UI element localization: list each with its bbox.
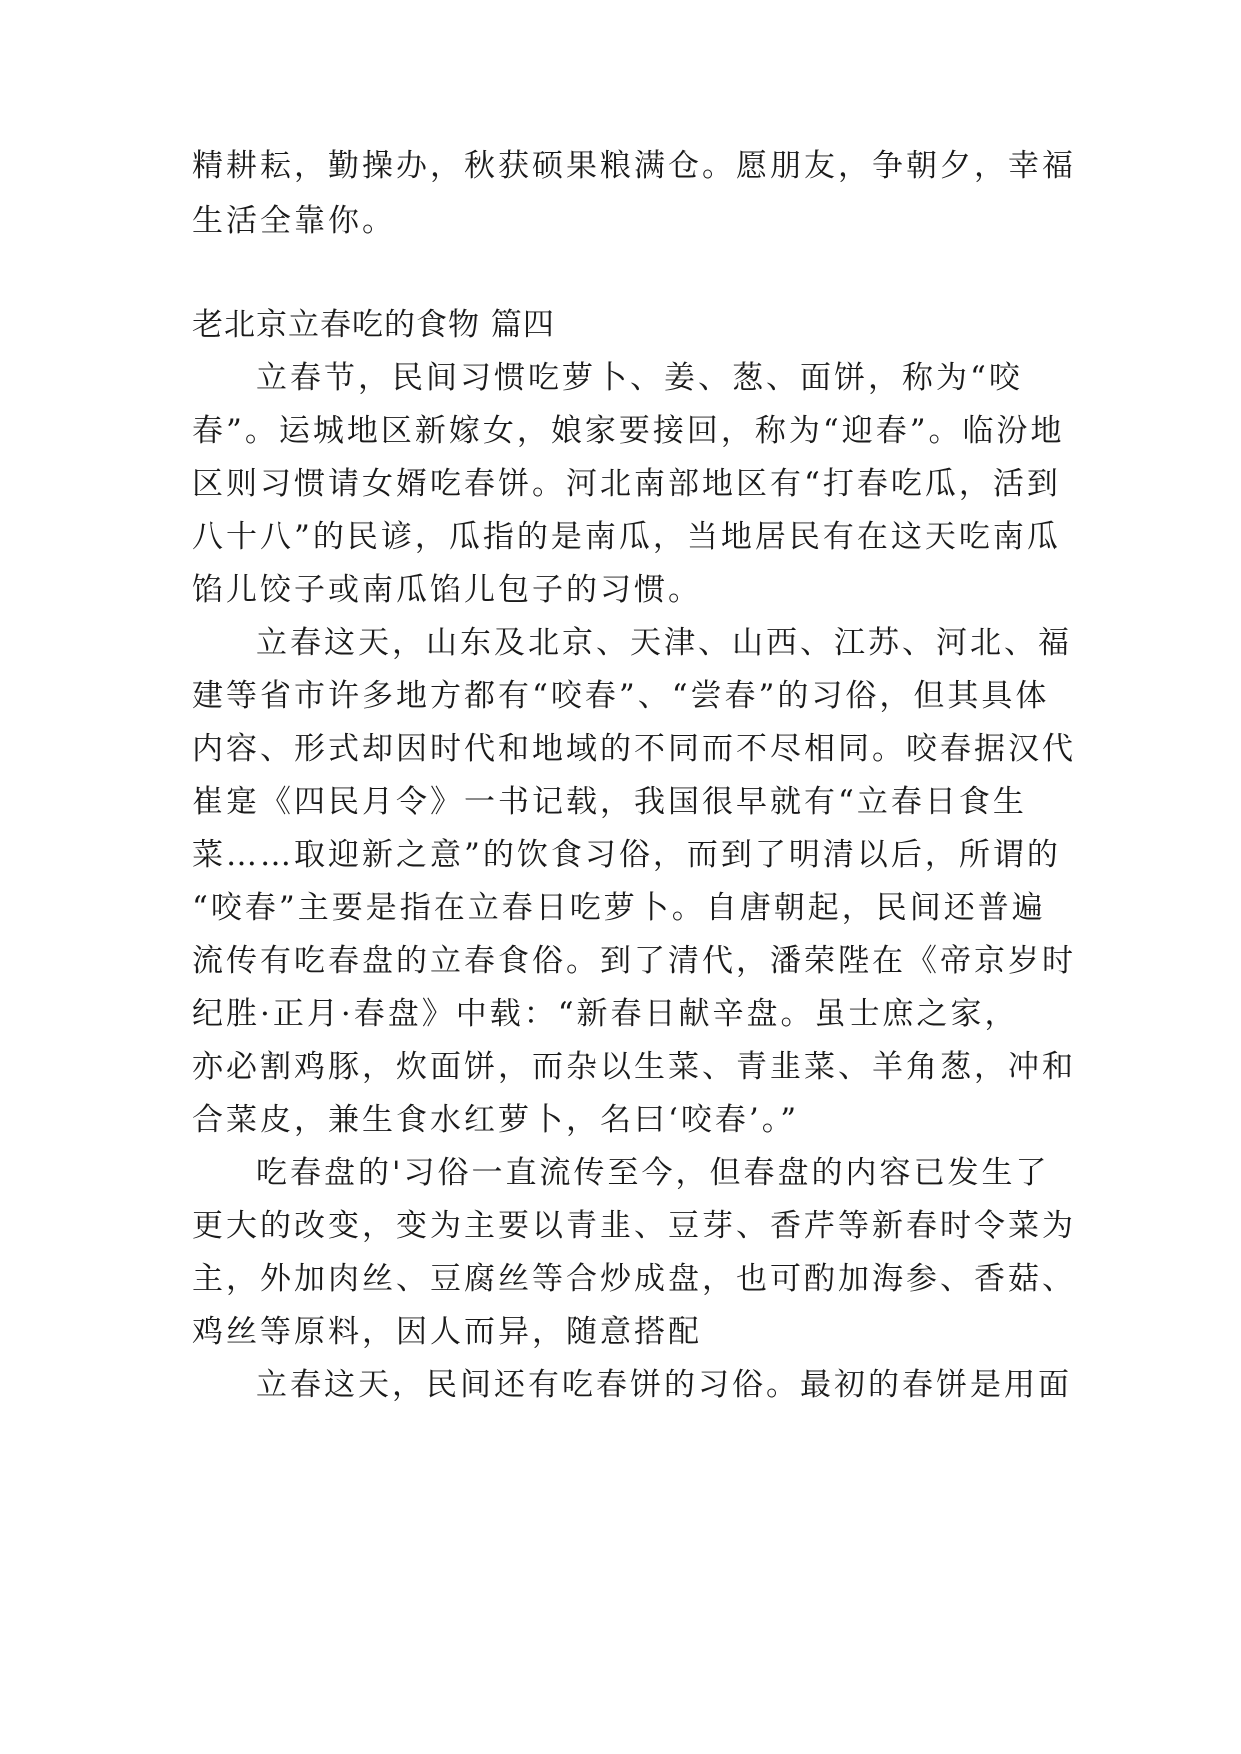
paragraph-line: 崔寔《四民月令》一书记载，我国很早就有“立春日食生 <box>192 784 1027 820</box>
paragraph-line: 内容、形式却因时代和地域的不同而不尽相同。咬春据汉代 <box>192 731 1076 767</box>
paragraph-line: 合菜皮，兼生食水红萝卜，名曰‘咬春’。” <box>192 1102 800 1138</box>
paragraph-line: 纪胜·正月·春盘》中载：“新春日献辛盘。虽士庶之家， <box>192 996 1019 1032</box>
paragraph-line: 馅儿饺子或南瓜馅儿包子的习惯。 <box>192 572 702 608</box>
paragraph-line: “咬春”主要是指在立春日吃萝卜。自唐朝起，民间还普遍 <box>192 890 1046 926</box>
paragraph-line: 亦必割鸡豚，炊面饼，而杂以生菜、青韭菜、羊角葱，冲和 <box>192 1049 1076 1085</box>
paragraph-line: 区则习惯请女婿吃春饼。河北南部地区有“打春吃瓜，活到 <box>192 466 1061 502</box>
paragraph-line: 春”。运城地区新嫁女，娘家要接回，称为“迎春”。临汾地 <box>192 413 1065 449</box>
paragraph-line: 鸡丝等原料，因人而异，随意搭配 <box>192 1314 702 1350</box>
paragraph-line: 立春节，民间习惯吃萝卜、姜、葱、面饼，称为“咬 <box>256 360 1023 396</box>
paragraph-line: 立春这天，山东及北京、天津、山西、江苏、河北、福 <box>256 625 1072 661</box>
intro-line: 精耕耘，勤操办，秋获硕果粮满仓。愿朋友，争朝夕，幸福 <box>192 148 1076 184</box>
paragraph-line: 立春这天，民间还有吃春饼的习俗。最初的春饼是用面 <box>256 1367 1072 1403</box>
paragraph-line: 主，外加肉丝、豆腐丝等合炒成盘，也可酌加海参、香菇、 <box>192 1261 1076 1297</box>
intro-line: 生活全靠你。 <box>192 203 396 239</box>
paragraph-line: 八十八”的民谚，瓜指的是南瓜，当地居民有在这天吃南瓜 <box>192 519 1061 555</box>
section-title: 老北京立春吃的食物 篇四 <box>192 307 555 343</box>
paragraph-line: 吃春盘的'习俗一直流传至今，但春盘的内容已发生了 <box>256 1155 1050 1191</box>
paragraph-line: 建等省市许多地方都有“咬春”、“尝春”的习俗，但其具体 <box>192 678 1050 714</box>
paragraph-line: 菜……取迎新之意”的饮食习俗，而到了明清以后，所谓的 <box>192 837 1061 873</box>
paragraph-line: 更大的改变，变为主要以青韭、豆芽、香芹等新春时令菜为 <box>192 1208 1076 1244</box>
paragraph-line: 流传有吃春盘的立春食俗。到了清代，潘荣陛在《帝京岁时 <box>192 943 1076 979</box>
